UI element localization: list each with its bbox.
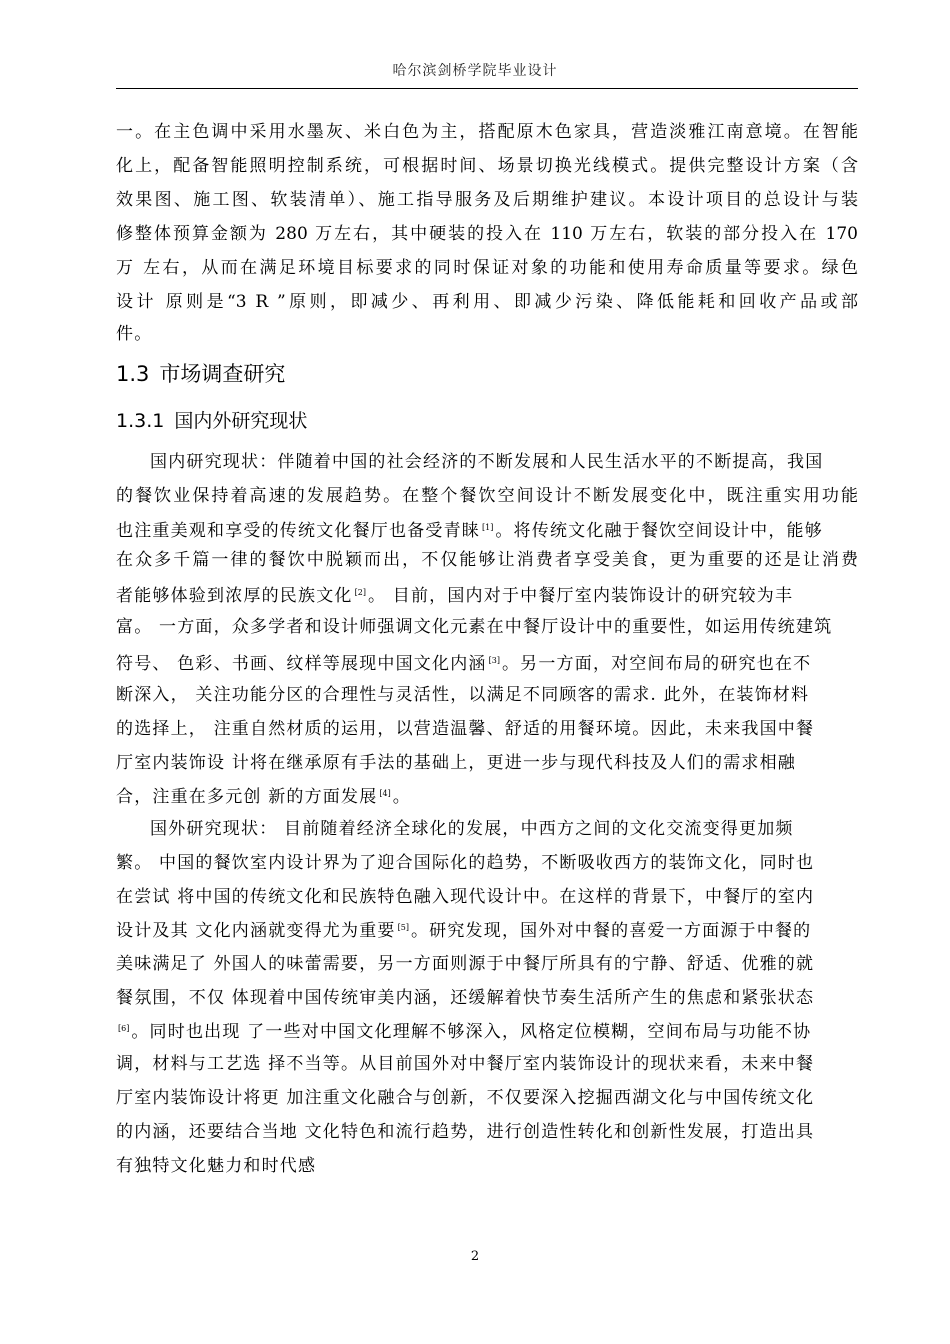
foreign-line: 调，材料与工艺选 择不当等。从目前国外对中餐厅室内装饰设计的现状来看，未来中餐: [116, 1054, 815, 1074]
page-number: 2: [470, 1249, 480, 1264]
domestic-text: 。 目前，国内对于中餐厅室内装饰设计的研究较为丰: [367, 586, 794, 606]
section-title: 市场调查研究: [159, 362, 286, 386]
intro-line: 设计 原则是“3 R ”原则，即减少、再利用、即减少污染、降低能耗和回收产品或部: [116, 292, 858, 312]
foreign-line: [116, 1019, 811, 1042]
intro-line: 化上，配备智能照明控制系统，可根据时间、场景切换光线模式。提供完整设计方案（含: [116, 156, 858, 176]
domestic-line: [116, 784, 411, 807]
intro-line: 修整体预算金额为 280 万左右，其中硬装的投入在 110 万左右，软装的部分投入在 170: [116, 224, 858, 244]
domestic-text: 合，注重在多元创 新的方面发展: [116, 787, 378, 807]
foreign-line: [116, 918, 811, 941]
domestic-line: 国内研究现状：伴随着中国的社会经济的不断发展和人民生活水平的不断提高，我国: [150, 452, 824, 472]
foreign-line: 餐氛围，不仅 体现着中国传统审美内涵，还缓解着快节奏生活所产生的焦虑和紧张状态: [116, 988, 815, 1008]
foreign-text: 。同时也出现 了一些对中国文化理解不够深入，风格定位模糊，空间布局与功能不协: [131, 1022, 812, 1042]
domestic-line: 在众多千篇一律的餐饮中脱颖而出，不仅能够让消费者享受美食，更为重要的还是让消费: [116, 550, 858, 570]
domestic-text: 。: [392, 787, 411, 807]
header-divider: [116, 88, 858, 89]
domestic-text: 。另一方面，对空间布局的研究也在不: [501, 654, 812, 674]
citation-ref: [3]: [488, 656, 500, 665]
intro-line: 万 左右，从而在满足环境目标要求的同时保证对象的功能和使用寿命质量等要求。绿色: [116, 258, 858, 278]
domestic-line: [116, 583, 793, 606]
citation-ref: [5]: [397, 923, 409, 932]
subsection-number: 1.3.1: [116, 410, 165, 432]
page-header-title: 哈尔滨剑桥学院毕业设计: [392, 63, 558, 79]
domestic-line: 断深入， 关注功能分区的合理性与灵活性，以满足不同顾客的需求. 此外，在装饰材料: [116, 685, 810, 705]
domestic-text: 也注重美观和享受的传统文化餐厅也备受青睐: [116, 521, 480, 541]
foreign-text: 设计及其 文化内涵就变得尤为重要: [116, 921, 396, 941]
domestic-text: 者能够体验到浓厚的民族文化: [116, 586, 353, 606]
citation-ref: [6]: [118, 1024, 130, 1033]
domestic-line: 厅室内装饰设 计将在继承原有手法的基础上，更进一步与现代科技及人们的需求相融: [116, 753, 797, 773]
foreign-line: 美味满足了 外国人的味蕾需要，另一方面则源于中餐厅所具有的宁静、舒适、优雅的就: [116, 954, 815, 974]
foreign-line: 繁。 中国的餐饮室内设计界为了迎合国际化的趋势，不断吸收西方的装饰文化，同时也: [116, 853, 815, 873]
intro-line: 件。: [116, 324, 153, 344]
intro-line: 一。在主色调中采用水墨灰、米白色为主，搭配原木色家具，营造淡雅江南意境。在智能: [116, 122, 858, 142]
foreign-line: 厅室内装饰设计将更 加注重文化融合与创新，不仅要深入挖掘西湖文化与中国传统文化: [116, 1088, 815, 1108]
domestic-line: 的餐饮业保持着高速的发展趋势。在整个餐饮空间设计不断发展变化中，既注重实用功能: [116, 486, 858, 506]
citation-ref: [1]: [482, 523, 494, 532]
domestic-line: 富。 一方面，众多学者和设计师强调文化元素在中餐厅设计中的重要性，如运用传统建筑: [116, 617, 833, 637]
intro-line: 效果图、施工图、软装清单）、施工指导服务及后期维护建议。本设计项目的总设计与装: [116, 190, 858, 210]
domestic-line: [116, 518, 823, 541]
foreign-line: 国外研究现状： 目前随着经济全球化的发展，中西方之间的文化交流变得更加频: [150, 819, 794, 839]
domestic-line: 的选择上， 注重自然材质的运用，以营造温馨、舒适的用餐环境。因此，未来我国中餐: [116, 719, 815, 739]
citation-ref: [2]: [354, 588, 366, 597]
foreign-text: 。研究发现，国外对中餐的喜爱一方面源于中餐的: [410, 921, 812, 941]
foreign-line: 有独特文化魅力和时代感: [116, 1156, 317, 1176]
foreign-line: 在尝试 将中国的传统文化和民族特色融入现代设计中。在这样的背景下，中餐厅的室内: [116, 887, 815, 907]
subsection-title: 国内外研究现状: [174, 410, 308, 432]
foreign-line: 的内涵，还要结合当地 文化特色和流行趋势，进行创造性转化和创新性发展，打造出具: [116, 1122, 815, 1142]
section-number: 1.3: [116, 362, 150, 386]
domestic-line: [116, 651, 811, 674]
domestic-text: 符号、 色彩、书画、纹样等展现中国文化内涵: [116, 654, 487, 674]
subsection-heading: [116, 406, 307, 433]
section-heading: [116, 358, 285, 388]
domestic-text: 。将传统文化融于餐饮空间设计中，能够: [495, 521, 823, 541]
citation-ref: [4]: [379, 789, 391, 798]
